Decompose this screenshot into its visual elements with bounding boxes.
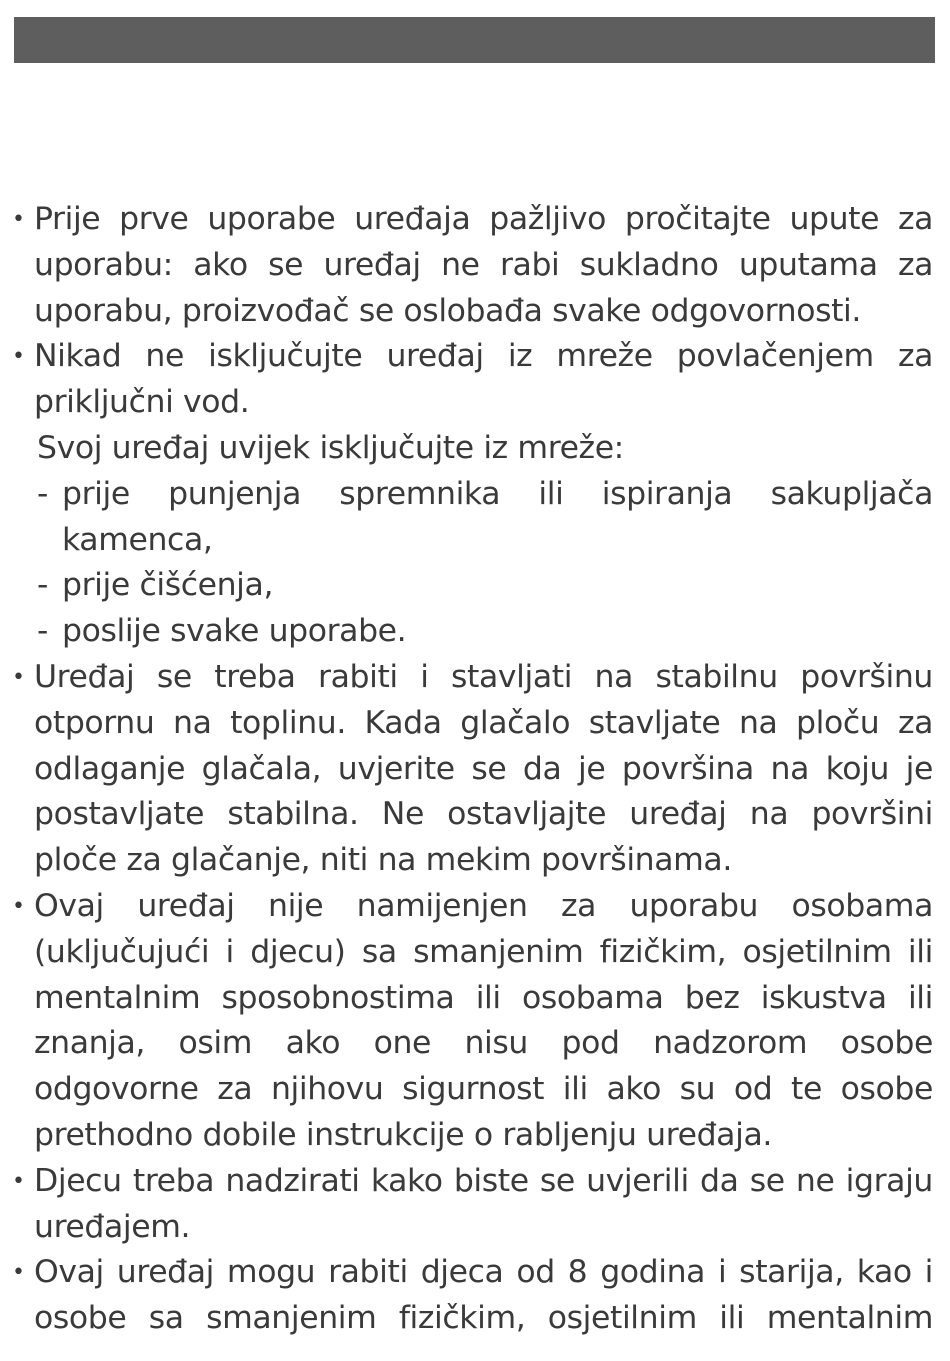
list-item <box>12 1159 933 1251</box>
sub-item-text: prije čišćenja, <box>62 567 274 604</box>
item-text: Nikad ne isključujte uređaj iz mreže povlačenjem za priključni vod. <box>34 338 933 421</box>
sub-list-item <box>37 563 933 609</box>
sub-item-text: prije punjenja spremnika ili ispiranja sakupljača kamenca, <box>62 475 933 558</box>
sub-list-item <box>37 472 933 564</box>
bullet: • <box>12 1168 25 1194</box>
bullet: • <box>12 664 25 690</box>
header-bar <box>14 17 935 63</box>
safety-instructions <box>12 197 933 1342</box>
sub-heading: Svoj uređaj uvijek isključujte iz mreže: <box>37 429 624 466</box>
sub-list-item <box>37 609 933 655</box>
item-text: Djecu treba nadzirati kako biste se uvjerili da se ne igraju uređajem. <box>34 1162 933 1245</box>
item-text: Ovaj uređaj mogu rabiti djeca od 8 godina i starija, kao i osobe sa smanjenim fizičkim, osjetilnim ili mentalnim <box>34 1254 933 1337</box>
list-item <box>12 197 933 334</box>
dash: - <box>37 475 48 512</box>
bullet: • <box>12 344 25 370</box>
item-text: Prije prve uporabe uređaja pažljivo pročitajte upute za uporabu: ako se uređaj ne rabi sukladno uputama za uporabu, proizvođač se oslobađa svake odgovornosti. <box>34 201 933 329</box>
item-text: Ovaj uređaj nije namijenjen za uporabu osobama (uključujući i djecu) sa smanjenim fizičkim, osjetilnim ili mentalnim sposobnostima ili osobama bez iskustva ili znanja, osim ako one nisu pod nadzorom osobe odgovorne za njihovu sigurnost ili ako su od te osobe prethodno dobile instrukcije o rabljenju uređaja. <box>34 887 933 1153</box>
bullet: • <box>12 207 25 232</box>
list-item <box>12 334 933 655</box>
bullet: • <box>12 893 25 919</box>
list-item <box>12 1250 933 1342</box>
bullet: • <box>12 1260 25 1286</box>
dash: - <box>37 567 48 604</box>
sub-item-text: poslije svake uporabe. <box>62 613 407 650</box>
item-text: Uređaj se treba rabiti i stavljati na stabilnu površinu otpornu na toplinu. Kada glačalo stavljate na ploču za odlaganje glačala, uvjerite se da je površina na koju je postavljate stabilna. Ne ostavljajte uređaj na površini ploče za glačanje, niti na mekim površinama. <box>34 658 933 879</box>
list-item <box>12 655 933 884</box>
list-item <box>12 884 933 1159</box>
dash: - <box>37 613 48 650</box>
